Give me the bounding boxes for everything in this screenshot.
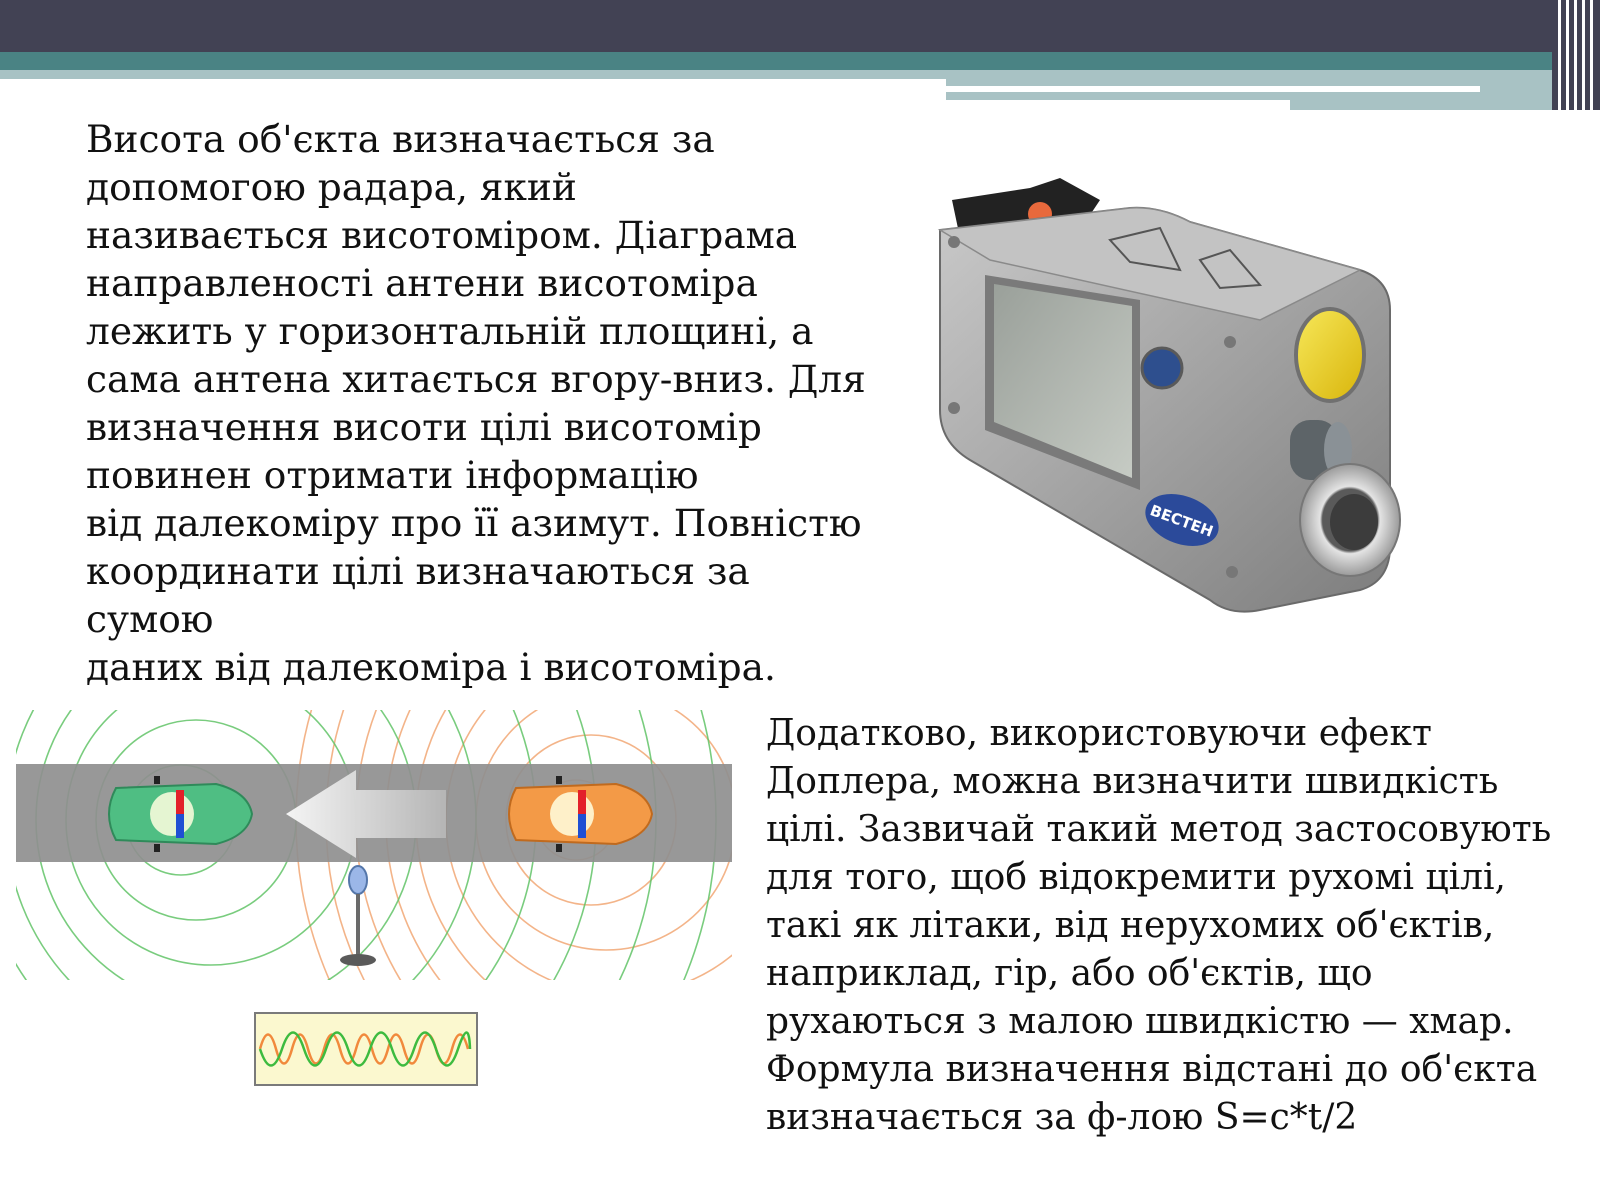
- header-band-gap-lower: [946, 100, 1290, 110]
- altimeter-device-photo: [930, 170, 1440, 630]
- doppler-effect-diagram: [16, 710, 732, 1000]
- paragraph-altimeter: Висота об'єкта визначається за допомогою радара, який називається висотоміром. Діаграма направленості антени висотоміра лежить у горизонтальній площині, а сама антена хитається вгору-вниз. Для визначення висоти цілі висотомір повинен отримати інформацію від далекоміру про її азимут. Повністю координати цілі визначаються за сумою даних від далекоміра і висотоміра.: [86, 117, 866, 689]
- header-bar: [0, 0, 1600, 52]
- header-band-gap: [946, 86, 1480, 92]
- device-logo: ВЕСТЕН: [1147, 501, 1216, 541]
- doppler-wave-comparison: [254, 1012, 478, 1086]
- paragraph-doppler: Додатково, використовуючи ефект Доплера, можна визначити швидкість цілі. Зазвичай такий метод застосовують для того, щоб відокремити рухомі цілі, такі як літаки, від нерухомих об'єктів, наприклад, гір, або об'єктів, що рухаються з малою швидкістю — хмар. Формула визначення відстані до об'єкта визначається за ф-лою S=c*t/2: [766, 713, 1552, 1138]
- header-right-stripes: [1552, 0, 1600, 110]
- header-band-light: [0, 70, 946, 79]
- header-band-teal: [0, 52, 1600, 70]
